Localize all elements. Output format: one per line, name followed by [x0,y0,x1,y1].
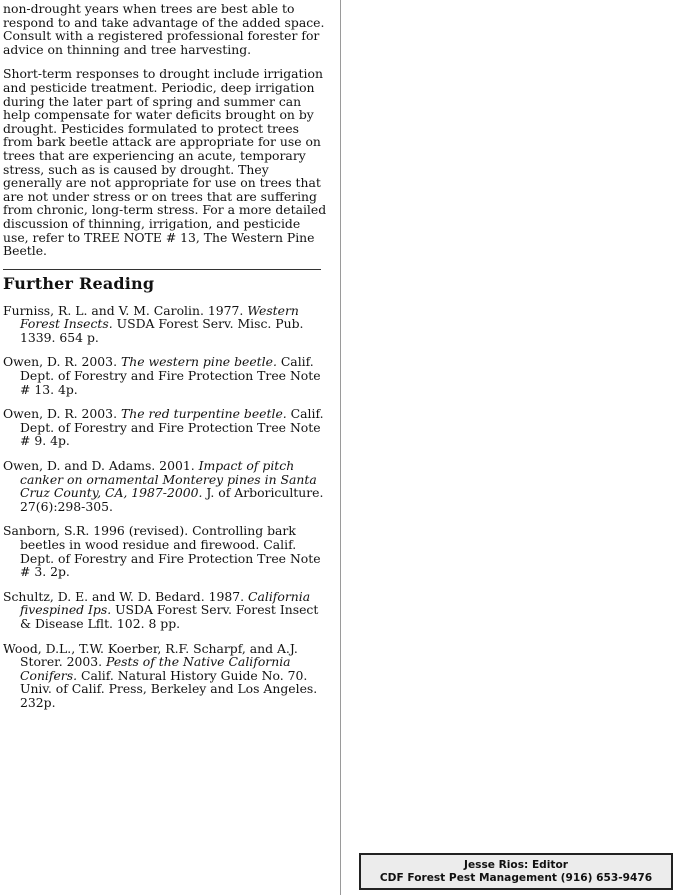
reference-source: Calif. Dept. of Forestry and Fire Protection Tree Note # 13. 4p. [20,354,321,397]
reference-title: Impact of pitch canker on ornamental Monterey pines in Santa Cruz County, CA, 1987-2000. [20,458,317,501]
reference-title: California fivespined Ips. [20,588,311,618]
reference-title: The western pine beetle. [120,354,277,370]
reference-item [3,524,329,578]
reference-item [3,407,329,448]
reference-item [3,355,329,396]
editor-name: Jesse Rios: Editor [464,859,568,871]
reference-title: Western Forest Insects. [20,302,299,332]
body-paragraph: Short-term responses to drought include irrigation and pesticide treatment. Periodic, deep irrigation during the later part of spring and summer can help compensate for water deficits brought on by drought. Pesticides formulated to protect trees from bark beetle attack are appropriate for use on trees that are experiencing an acute, temporary stress, such as is caused by drought. They generally are not appropriate for use on trees that are not under stress or on trees that are suffering from chronic, long-term stress. For a more detailed discussion of thinning, irrigation, and pesticide use, refer to TREE NOTE # 13, The Western Pine Beetle. [3,66,327,259]
reference-title: The red turpentine beetle. [120,406,287,422]
section-heading: Further Reading [3,273,155,293]
editor-contact: CDF Forest Pest Management (916) 653-9476 [379,871,653,884]
column-divider [340,0,341,895]
reference-item [3,590,329,631]
editor-footer-box [359,853,673,890]
reference-item [3,459,329,513]
reference-authors: Owen, D. R. 2003. [3,354,121,370]
body-paragraph: non-drought years when trees are best able to respond to and take advantage of the added space. Consult with a registered professional forester for advice on thinning and tree harvesting. [3,1,325,57]
reference-item [3,642,329,710]
reference-source: J. of Arboriculture. 27(6):298-305. [20,485,324,514]
reference-title: Pests of the Native California Conifers. [20,654,291,683]
reference-source: USDA Forest Serv. Forest Insect & Disease Lflt. 102. 8 pp. [20,602,319,631]
reference-source: Calif. Natural History Guide No. 70. Univ. of Calif. Press, Berkeley and Los Angeles. 232p. [20,667,318,710]
left-text-column [3,2,329,721]
reference-authors: Furniss, R. L. and V. M. Carolin. 1977. [3,302,248,318]
reference-item [3,304,329,345]
reference-source: Calif. Dept. of Forestry and Fire Protection Tree Note # 9. 4p. [20,406,324,449]
reference-authors: Owen, D. R. 2003. [3,406,121,422]
reference-source: USDA Forest Serv. Misc. Pub. 1339. 654 p. [20,316,304,345]
reference-authors: Sanborn, S.R. 1996 (revised). Controlling bark beetles in wood residue and firewood. Calif. Dept. of Forestry and Fire Protection Tree Note # 3. 2p. [3,523,321,580]
reference-authors: Wood, D.L., T.W. Koerber, R.F. Scharpf, and A.J. Storer. 2003. [3,640,298,670]
reference-authors: Schultz, D. E. and W. D. Bedard. 1987. [3,588,248,604]
section-divider [3,269,321,270]
reference-authors: Owen, D. and D. Adams. 2001. [3,458,199,474]
